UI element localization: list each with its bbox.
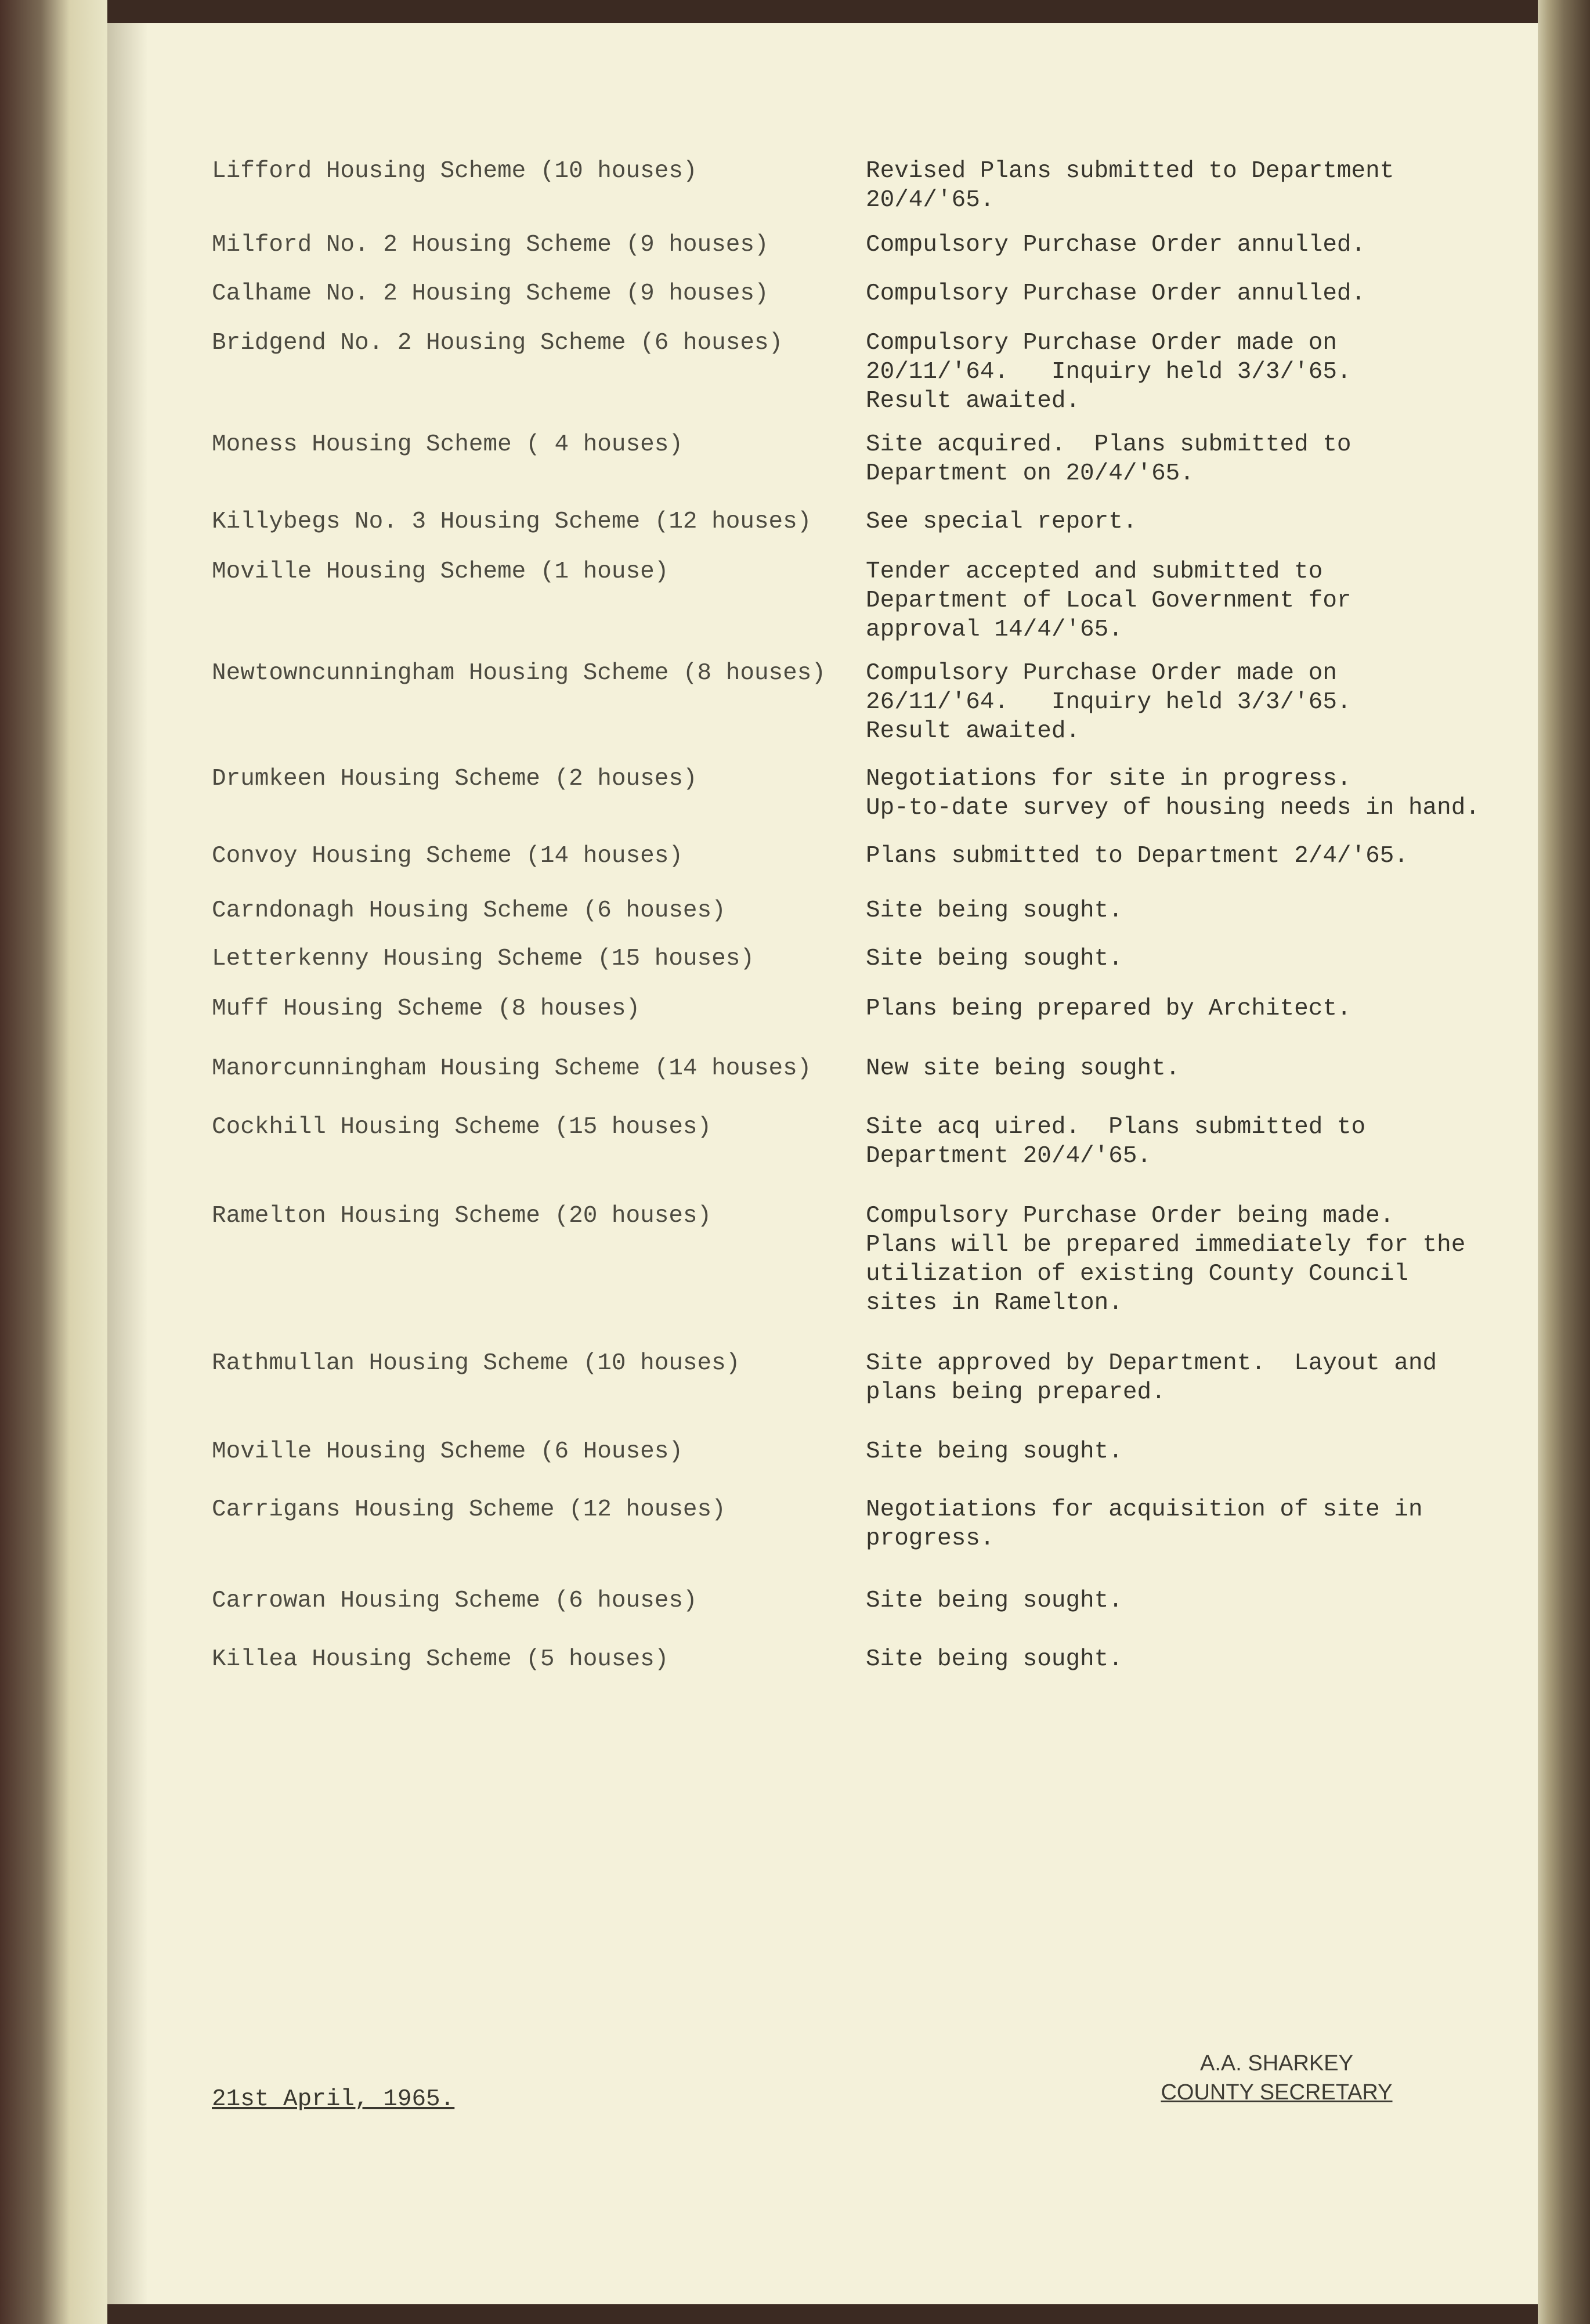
scheme-status: Negotiations for site in progress. Up-to-date survey of housing needs in hand. (866, 766, 1480, 821)
scheme-status: Compulsory Purchase Order being made. Plans will be prepared immediately for the utilization of existing County Council sites in Ramelton. (866, 1203, 1466, 1316)
scheme-status: Negotiations for acquisition of site in progress. (866, 1496, 1423, 1552)
scheme-name: Killybegs No. 3 Housing Scheme (12 houses) (212, 508, 812, 535)
scheme-status: Site being sought. (866, 946, 1123, 972)
scheme-name: Rathmullan Housing Scheme (10 houses) (212, 1350, 740, 1377)
scheme-status: Revised Plans submitted to Department 20/4/'65. (866, 158, 1394, 214)
scheme-name: Calhame No. 2 Housing Scheme (9 houses) (212, 280, 769, 307)
scheme-status: Compulsory Purchase Order made on 20/11/'64. Inquiry held 3/3/'65. Result awaited. (866, 330, 1352, 414)
scheme-name: Letterkenny Housing Scheme (15 houses) (212, 946, 754, 972)
scheme-name: Newtowncunningham Housing Scheme (8 houses) (212, 660, 826, 687)
scheme-status: Plans being prepared by Architect. (866, 995, 1352, 1022)
scheme-name: Moville Housing Scheme (1 house) (212, 558, 669, 585)
scheme-status: Site approved by Department. Layout and plans being prepared. (866, 1350, 1437, 1406)
gutter-shadow (107, 23, 148, 2304)
scheme-status: Site acquired. Plans submitted to Department on 20/4/'65. (866, 431, 1352, 487)
scheme-name: Bridgend No. 2 Housing Scheme (6 houses) (212, 330, 783, 356)
page-stack-edge (1538, 0, 1590, 2324)
scheme-status: Compulsory Purchase Order made on 26/11/'64. Inquiry held 3/3/'65. Result awaited. (866, 660, 1352, 745)
scheme-name: Moness Housing Scheme ( 4 houses) (212, 431, 683, 458)
scheme-status: See special report. (866, 508, 1137, 535)
signatory-name: A.A. SHARKEY (1200, 2051, 1353, 2076)
scheme-name: Carndonagh Housing Scheme (6 houses) (212, 897, 726, 924)
scheme-name: Convoy Housing Scheme (14 houses) (212, 843, 683, 869)
scheme-status: Site being sought. (866, 1438, 1123, 1465)
scheme-status: Compulsory Purchase Order annulled. (866, 232, 1366, 258)
scheme-name: Muff Housing Scheme (8 houses) (212, 995, 641, 1022)
scheme-status: Tender accepted and submitted to Department of Local Government for approval 14/4/'65. (866, 558, 1352, 643)
scheme-name: Manorcunningham Housing Scheme (14 houses) (212, 1055, 812, 1082)
scheme-status: Plans submitted to Department 2/4/'65. (866, 843, 1408, 869)
scheme-name: Moville Housing Scheme (6 Houses) (212, 1438, 683, 1465)
scheme-name: Carrowan Housing Scheme (6 houses) (212, 1587, 698, 1614)
scheme-status: Site being sought. (866, 1646, 1123, 1673)
scheme-name: Killea Housing Scheme (5 houses) (212, 1646, 669, 1673)
scheme-name: Milford No. 2 Housing Scheme (9 houses) (212, 232, 769, 258)
scheme-name: Lifford Housing Scheme (10 houses) (212, 158, 698, 185)
scheme-name: Drumkeen Housing Scheme (2 houses) (212, 766, 698, 792)
signature-block (1155, 2049, 1399, 2107)
scheme-status: Site being sought. (866, 1587, 1123, 1614)
scheme-name: Ramelton Housing Scheme (20 houses) (212, 1203, 712, 1229)
scheme-name: Cockhill Housing Scheme (15 houses) (212, 1114, 712, 1141)
document-date: 21st April, 1965. (212, 2086, 455, 2113)
scheme-status: Site acq uired. Plans submitted to Department 20/4/'65. (866, 1114, 1366, 1170)
scheme-status: Compulsory Purchase Order annulled. (866, 280, 1366, 307)
scheme-name: Carrigans Housing Scheme (12 houses) (212, 1496, 726, 1523)
scheme-status: Site being sought. (866, 897, 1123, 924)
book-binding-left (0, 0, 107, 2324)
scheme-status: New site being sought. (866, 1055, 1180, 1082)
signatory-title: COUNTY SECRETARY (1161, 2080, 1393, 2105)
